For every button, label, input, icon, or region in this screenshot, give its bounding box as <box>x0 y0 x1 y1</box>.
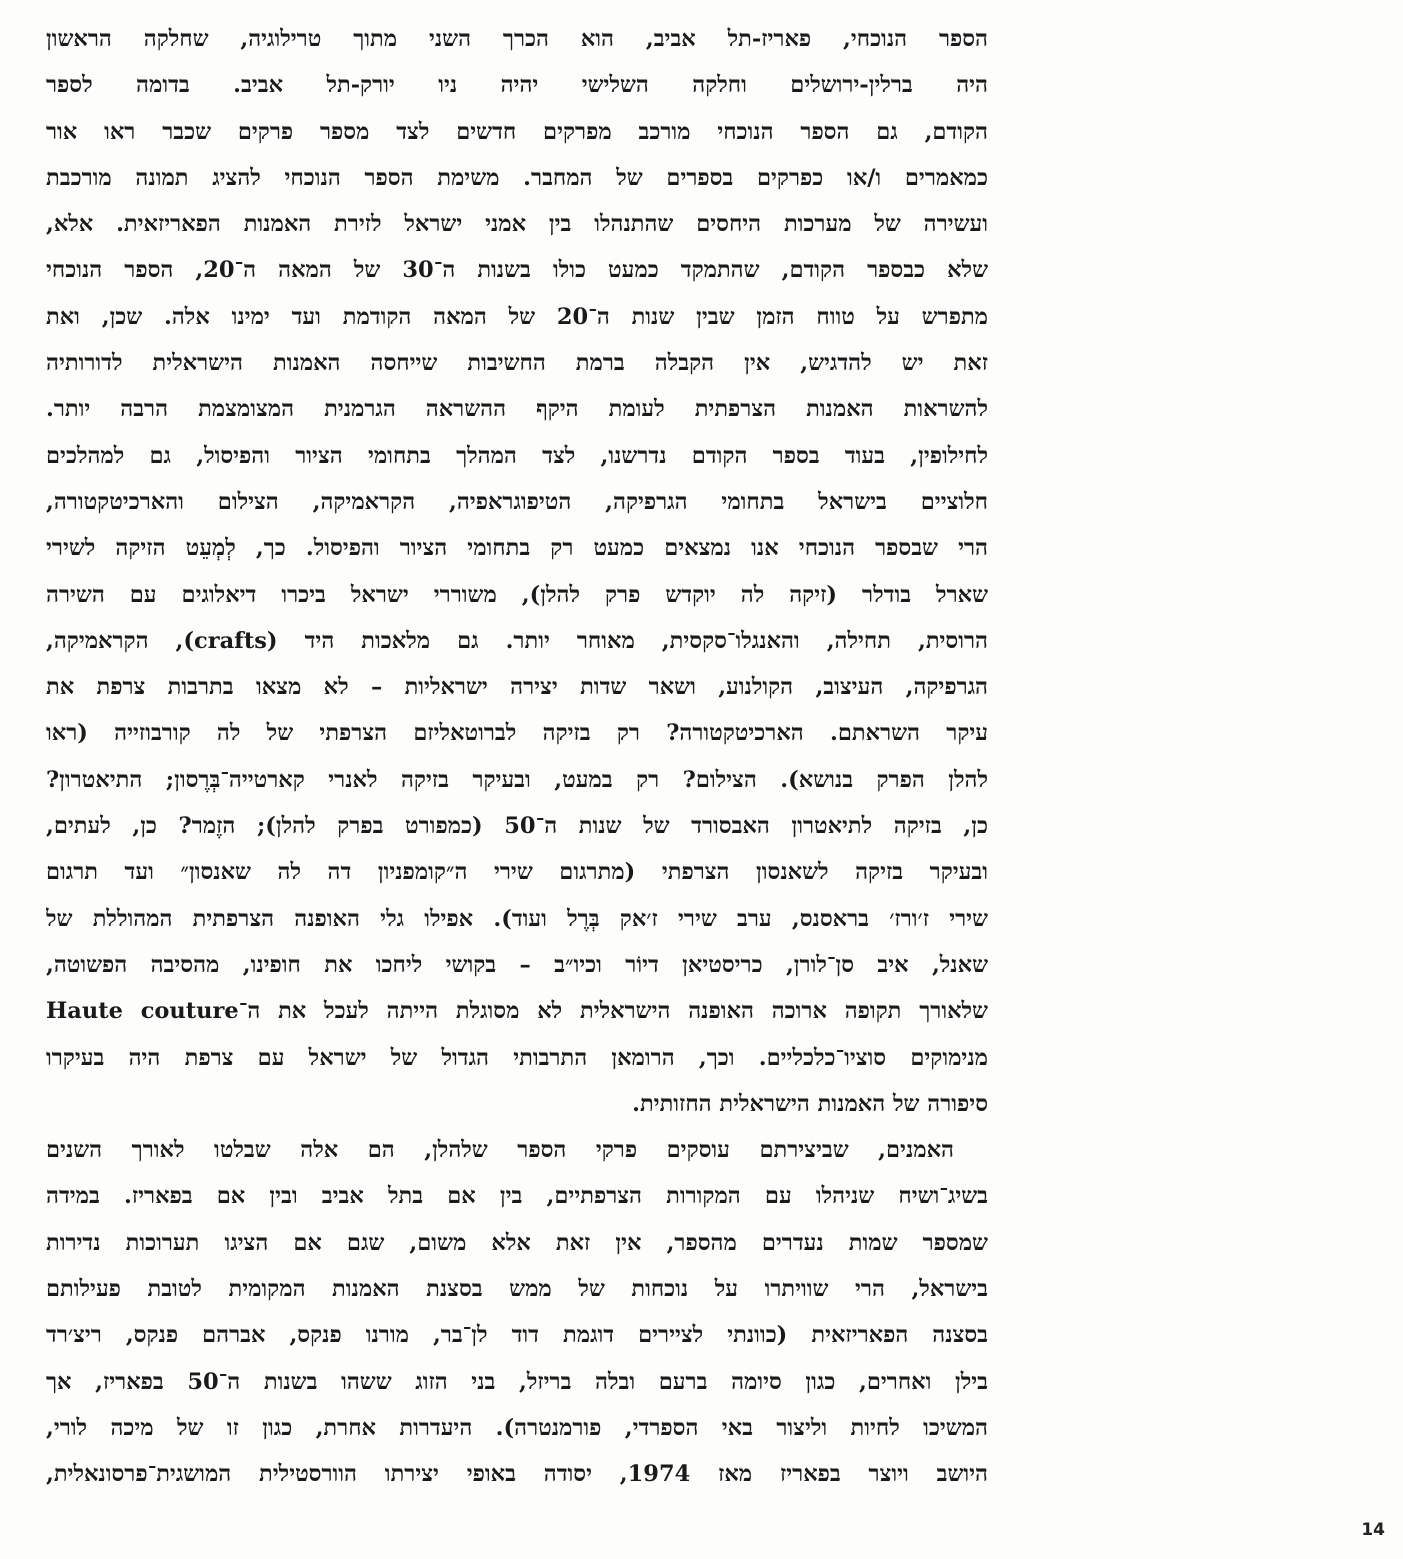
text-line: שירי ז׳ורז׳ בראסנס, ערב שירי ז׳אק בְּרֶל ועוד). אפילו גלי האופנה הצרפתית המהוללת של <box>46 905 988 932</box>
text-line: כן, בזיקה לתיאטרון האבסורד של שנות ה־50 (כמפורט בפרק להלן); הזֶמר? כן, לעתים, <box>46 813 988 840</box>
text-line: האמנים, שביצירתם עוסקים פרקי הספר שלהלן, הם אלה שבלטו לאורך השנים <box>46 1137 954 1164</box>
text-line: מתפרש על טווח הזמן שבין שנות ה־20 של המאה הקודמת ועד ימינו אלה. שכן, ואת <box>46 303 988 330</box>
text-line: היה ברלין-ירושלים וחלקה השלישי יהיה ניו יורק-תל אביב. בדומה לספר <box>46 72 988 99</box>
text-line: כמאמרים ו/או כפרקים בספרים של המחבר. משימת הספר הנוכחי להציג תמונה מורכבת <box>46 164 988 191</box>
text-line: הגרפיקה, העיצוב, הקולנוע, ושאר שדות יצירה ישראליות – לא מצאו בתרבות צרפת את <box>46 674 988 701</box>
text-line: שארל בודלר (זיקה לה יוקדש פרק להלן), משוררי ישראל ביכרו דיאלוגים עם השירה <box>46 581 988 608</box>
text-line: להשראות האמנות הצרפתית לעומת היקף ההשראה הגרמנית המצומצמת הרבה יותר. <box>46 396 988 423</box>
text-line: ועשירה של מערכות היחסים שהתנהלו בין אמני ישראל לזירת האמנות הפאריזאית. אלא, <box>46 211 988 238</box>
text-line: מנימוקים סוציו־כלכליים. וכך, הרומאן התרבותי הגדול של ישראל עם צרפת היה בעיקרו <box>46 1044 988 1071</box>
text-line: ובעיקר בזיקה לשאנסון הצרפתי (מתרגום שירי ה״קומפניון דה לה שאנסון״ ועד תרגום <box>46 859 988 886</box>
text-line: היושב ויוצר בפאריז מאז 1974, יסודה באופי יצירתו הוורסטילית המושגית־פרסונאלית, <box>46 1461 988 1488</box>
page-number: 14 <box>1361 1520 1385 1540</box>
text-line: בסצנה הפאריזאית (כוונתי לציירים דוגמת דוד לן־בר, מורנו פנקס, אברהם פנקס, ריצ׳רד <box>46 1322 988 1349</box>
text-line: הרוסית, תחילה, והאנגלו־סקסית, מאוחר יותר. גם מלאכות היד (crafts), הקראמיקה, <box>46 627 988 654</box>
body-text <box>46 16 988 1498</box>
text-line: הקודם, גם הספר הנוכחי מורכב מפרקים חדשים לצד מספר פרקים שכבר ראו אור <box>46 118 988 145</box>
text-line: סיפורה של האמנות הישראלית החזותית. <box>632 1090 988 1117</box>
text-line: שמספר שמות נעדרים מהספר, אין זאת אלא משום, שגם אם הציגו תערוכות נדירות <box>46 1229 988 1256</box>
paragraph-2 <box>46 1127 988 1497</box>
text-line: שאנל, איב סן־לורן, כריסטיאן דיוֹר וכיו״ב – בקושי ליחכו את חופינו, מהסיבה הפשוטה, <box>46 951 988 978</box>
text-line: המשיכו לחיות וליצור באי הספרדי, פורמנטרה). היעדרות אחרת, כגון זו של מיכה לורי, <box>46 1414 988 1441</box>
text-line: בשיג־ושיח שניהלו עם המקורות הצרפתיים, בין אם בתל אביב ובין אם בפאריז. במידה <box>46 1183 988 1210</box>
text-line: עיקר השראתם. הארכיטקטורה? רק בזיקה לברוטאליזם הצרפתי של לה קורבוזייה (ראו <box>46 720 988 747</box>
text-line: חלוציים בישראל בתחומי הגרפיקה, הטיפוגראפיה, הקראמיקה, הצילום והארכיטקטורה, <box>46 488 988 515</box>
paragraph-1 <box>46 16 988 1127</box>
text-line: הספר הנוכחי, פאריז-תל אביב, הוא הכרך השני מתוך טרילוגיה, שחלקה הראשון <box>46 26 988 52</box>
text-line: להלן הפרק בנושא). הצילום? רק במעט, ובעיקר בזיקה לאנרי קארטייה־בְּרֶסון; התיאטרון? <box>46 766 988 793</box>
text-line: הרי שבספר הנוכחי אנו נמצאים כמעט רק בתחומי הציור והפיסול. כך, לְמְעֵט הזיקה לשירי <box>46 535 988 562</box>
text-line: זאת יש להדגיש, אין הקבלה ברמת החשיבות שייחסה האמנות הישראלית לדורותיה <box>46 350 988 377</box>
text-line: בילן ואחרים, כגון סיומה ברעם ובלה בריזל, בני הזוג ששהו בשנות ה־50 בפאריז, אך <box>46 1368 988 1395</box>
text-line: שלא כבספר הקודם, שהתמקד כמעט כולו בשנות ה־30 של המאה ה־20, הספר הנוכחי <box>46 257 988 284</box>
text-line: לחילופין, בעוד בספר הקודם נדרשנו, לצד המהלך בתחומי הציור והפיסול, גם למהלכים <box>46 442 988 469</box>
text-line: שלאורך תקופה ארוכה האופנה הישראלית לא מסוגלת הייתה לעכל את ה־Haute couture <box>46 998 988 1025</box>
text-line: בישראל, הרי שוויתרו על נוכחות של ממש בסצנת האמנות המקומית לטובת פעילותם <box>46 1276 988 1303</box>
